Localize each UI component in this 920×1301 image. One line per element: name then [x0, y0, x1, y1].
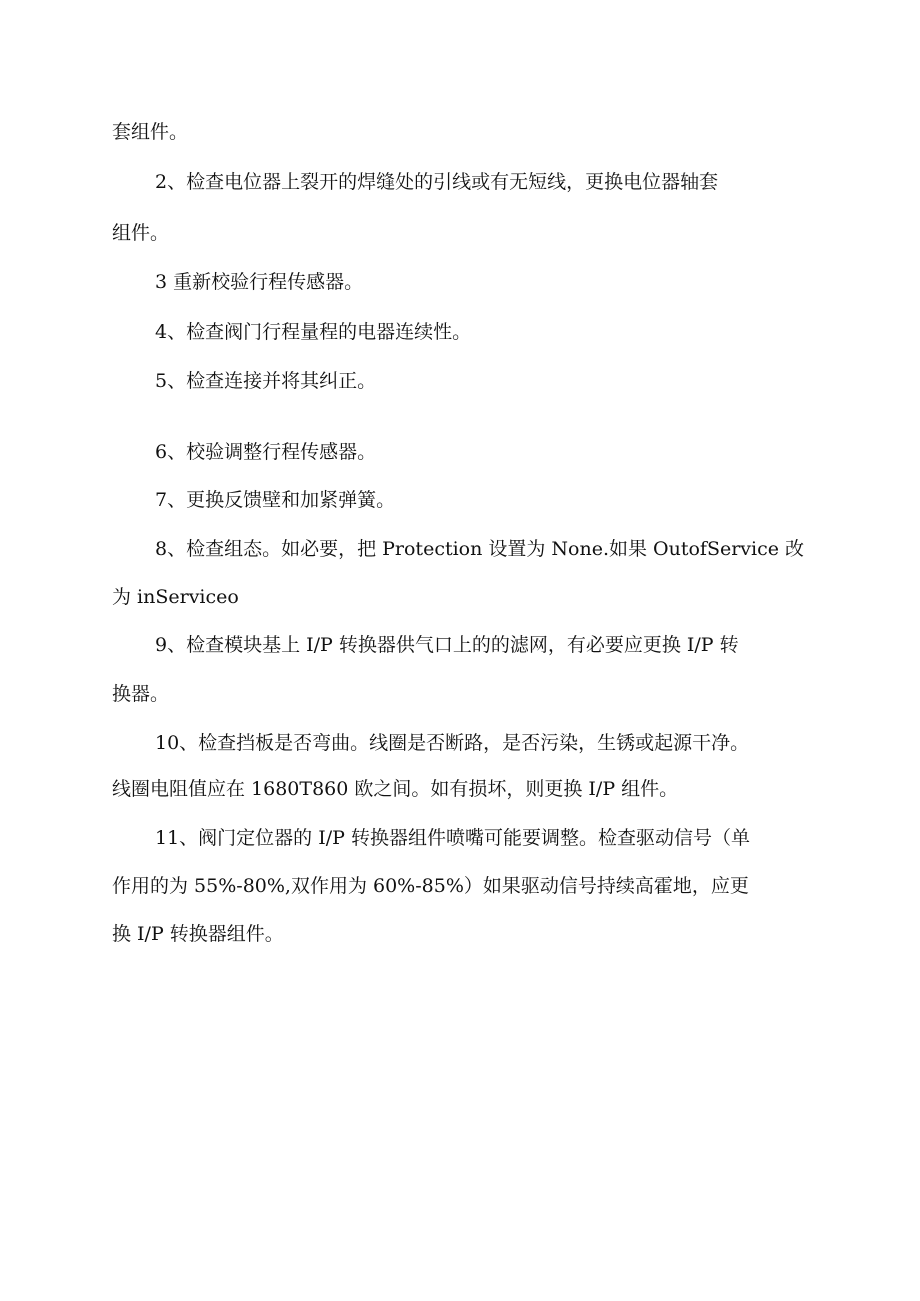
- text-line: 9、检查模块基上 I/P 转换器供气口上的的滤网，有必要应更换 I/P 转: [155, 634, 739, 656]
- text-line: 为 inServiceo: [112, 586, 239, 608]
- text-line: 6、校验调整行程传感器。: [155, 441, 377, 463]
- text-line: 2、检查电位器上裂开的焊缝处的引线或有无短线，更换电位器轴套: [155, 171, 719, 193]
- text-line: 换器。: [112, 683, 170, 705]
- text-line: 4、检查阀门行程量程的电器连续性。: [155, 321, 472, 343]
- text-line: 10、检查挡板是否弯曲。线圈是否断路，是否污染，生锈或起源干净。: [155, 732, 750, 754]
- text-line: 11、阀门定位器的 I/P 转换器组件喷嘴可能要调整。检查驱动信号（单: [155, 827, 750, 849]
- text-line: 组件。: [112, 222, 170, 244]
- text-line: 3 重新校验行程传感器。: [155, 271, 364, 293]
- text-line: 5、检查连接并将其纠正。: [155, 370, 377, 392]
- text-line: 线圈电阻值应在 1680T860 欧之间。如有损坏，则更换 I/P 组件。: [112, 778, 679, 800]
- text-line: 套组件。: [112, 121, 189, 143]
- text-line: 换 I/P 转换器组件。: [112, 923, 284, 945]
- text-line: 作用的为 55%-80%,双作用为 60%-85%）如果驱动信号持续高霍地，应更: [112, 875, 749, 897]
- text-line: 8、检查组态。如必要，把 Protection 设置为 None.如果 OutofService 改: [155, 538, 805, 560]
- text-line: 7、更换反馈壁和加紧弹簧。: [155, 489, 396, 511]
